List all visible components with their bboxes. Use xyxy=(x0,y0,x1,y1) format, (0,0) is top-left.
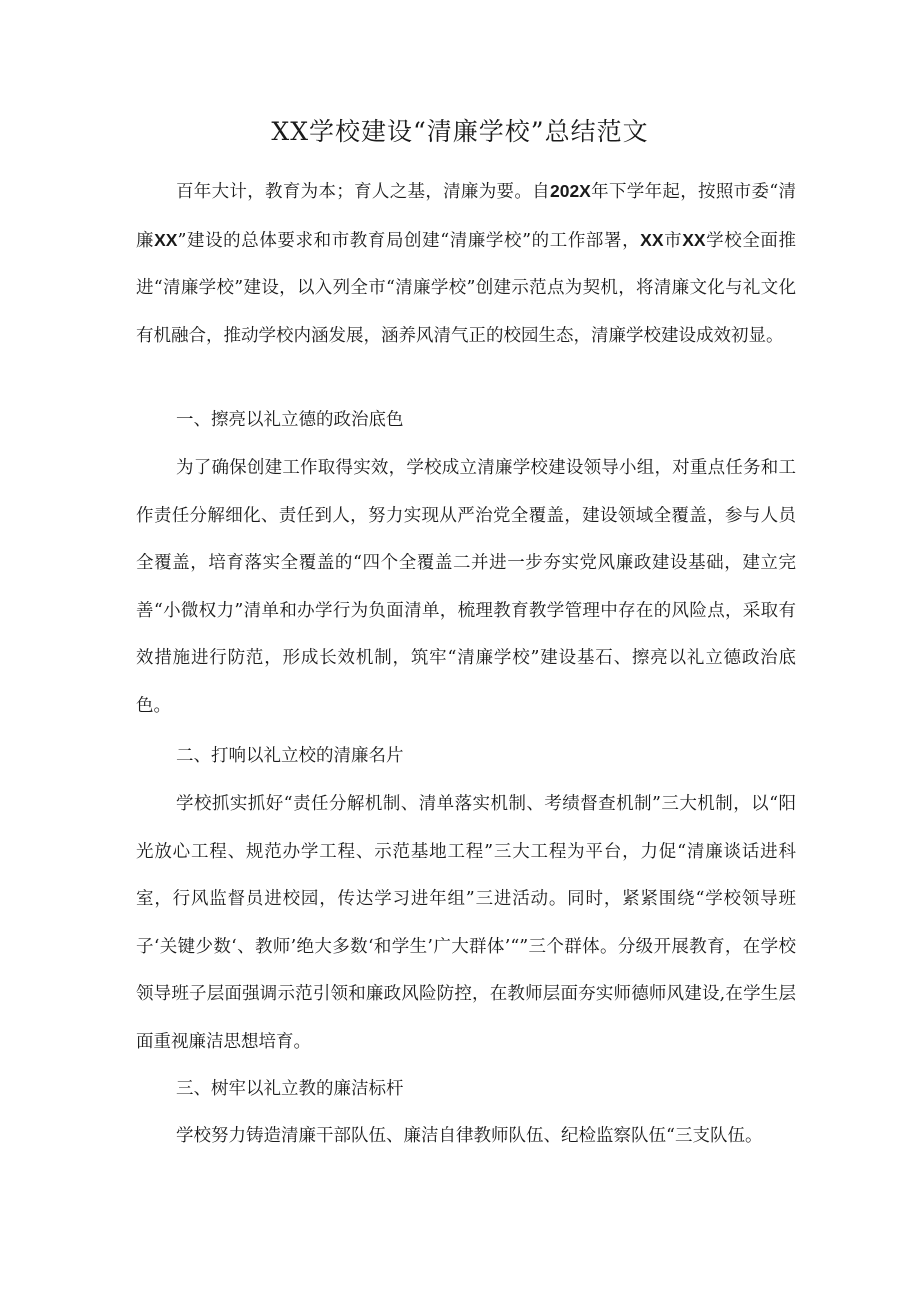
intro-xx-2: XX xyxy=(640,229,664,250)
document-title: XX学校建设“清廉学校”总结范文 xyxy=(271,117,649,146)
section-3-heading: 三、树牢以礼立教的廉洁标杆 xyxy=(176,1079,404,1099)
section-3-paragraph: 学校努力铸造清廉干部队伍、廉洁自律教师队伍、纪检监察队伍“三支队伍。 xyxy=(176,1126,763,1146)
section-1-heading: 一、擦亮以礼立德的政治底色 xyxy=(176,410,404,430)
intro-year: 202X xyxy=(549,181,591,201)
intro-paragraph xyxy=(136,168,796,360)
intro-xx-1: XX xyxy=(154,229,178,250)
section-2-heading: 二、打响以礼立校的清廉名片 xyxy=(176,746,404,766)
intro-xx-3: XX xyxy=(682,229,706,250)
intro-text-4: 市 xyxy=(663,230,683,251)
intro-text-3: ”建设的总体要求和市教育局创建“清廉学校”的工作部署， xyxy=(177,230,641,251)
intro-text-5: 学校全面推进“清廉学校”建设，以入列全市“清廉学校”创建示范点为契机，将清廉文化与礼文化有机融合，推动学校内涵发展，涵养风清气正的校园生态，清廉学校建设成效初显。 xyxy=(136,230,797,346)
section-2-paragraph: 学校抓实抓好“责任分解机制、清单落实机制、考绩督查机制”三大机制，以“阳光放心工程、规范办学工程、示范基地工程”三大工程为平台，力促“清廉谈话进科室，行风监督员进校园，传达学习进年组”三进活动。同时，紧紧围绕“学校领导班子‘关键少数‘、教师’绝大多数‘和学生’广大群体’“”三个群体。分级开展教育，在学校领导班子层面强调示范引领和廉政风险防控，在教师层面夯实师德师风建设,在学生层面重视廉洁思想培育。 xyxy=(136,794,796,1052)
section-1-paragraph: 为了确保创建工作取得实效，学校成立清廉学校建设领导小组，对重点任务和工作责任分解细化、责任到人，努力实现从严治党全覆盖，建设领域全覆盖，参与人员全覆盖，培育落实全覆盖的“四个全覆盖二并进一步夯实党风廉政建设基础，建立完善“小微权力”清单和办学行为负面清单，梳理教育教学管理中存在的风险点，采取有效措施进行防范，形成长效机制，筑牢“清廉学校”建设基石、擦亮以礼立德政治底色。 xyxy=(136,458,796,716)
intro-text-1: 百年大计，教育为本；育人之基，清廉为要。自 xyxy=(176,182,550,202)
intro-text-2: 年下学年起，按照市委“清廉 xyxy=(136,182,797,251)
